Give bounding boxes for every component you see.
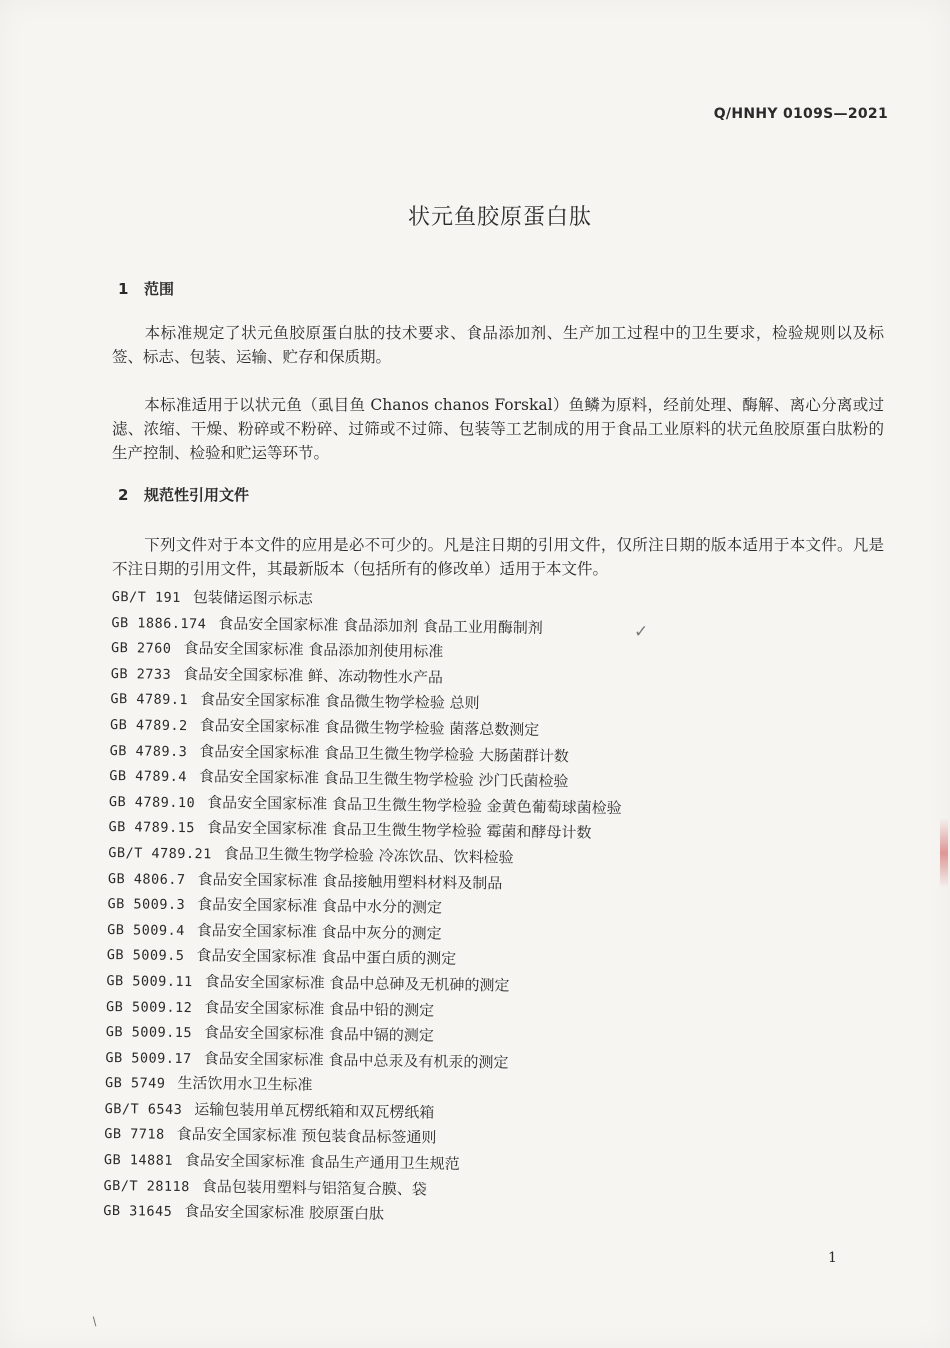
red-stamp-edge [940, 818, 948, 888]
reference-list [103, 584, 812, 1234]
section-2-heading [118, 484, 249, 505]
reference-title: 食品安全国家标准 食品中总砷及无机砷的测定 [204, 972, 510, 995]
reference-title: 食品安全国家标准 食品中铅的测定 [204, 997, 435, 1020]
reference-title: 食品安全国家标准 食品卫生微生物学检验 大肠菌群计数 [199, 741, 569, 765]
handwritten-check-mark: ✓ [634, 622, 649, 642]
scope-paragraph-2 [112, 393, 884, 465]
reference-title: 食品安全国家标准 食品中总汞及有机汞的测定 [203, 1049, 509, 1072]
scope-paragraph-2-text: 本标准适用于以状元鱼（虱目鱼 Chanos chanos Forskal）鱼鳞为原料，经前处理、酶解、离心分离或过滤、浓缩、干燥、粉碎或不粉碎、过筛或不过筛、包装等工艺制成的用于食品工业原料的状元鱼胶原蛋白肽粉的生产控制、检验和贮运等环节。 [112, 396, 884, 462]
reference-code: GB 4789.3 [109, 742, 188, 760]
reference-code: GB/T 4789.21 [108, 844, 212, 863]
reference-code: GB 31645 [103, 1203, 173, 1221]
section-1-heading [118, 278, 174, 299]
reference-title: 食品卫生微生物学检验 冷冻饮品、饮料检验 [223, 844, 514, 867]
section-2-title: 规范性引用文件 [144, 486, 250, 504]
reference-title: 食品安全国家标准 食品添加剂使用标准 [183, 639, 444, 661]
reference-code: GB/T 191 [111, 588, 181, 606]
reference-code: GB 5009.11 [106, 972, 193, 991]
reference-title: 食品包装用塑料与铝箔复合膜、袋 [201, 1176, 428, 1199]
standard-code: Q/HNHY 0109S—2021 [713, 106, 888, 122]
reference-title: 包装储运图示标志 [192, 588, 313, 608]
reference-title: 食品安全国家标准 食品中蛋白质的测定 [196, 946, 457, 969]
reference-code: GB 4789.2 [109, 716, 188, 735]
reference-code: GB 2760 [110, 640, 172, 658]
reference-code: GB 7718 [104, 1126, 165, 1144]
reference-title: 食品安全国家标准 食品微生物学检验 总则 [199, 690, 480, 713]
reference-code: GB 14881 [103, 1152, 174, 1169]
reference-title: 食品安全国家标准 食品中灰分的测定 [196, 920, 442, 943]
reference-title: 食品安全国家标准 食品卫生微生物学检验 霉菌和酵母计数 [206, 818, 592, 843]
reference-title: 食品安全国家标准 食品生产通用卫生规范 [184, 1151, 460, 1173]
references-intro-text: 下列文件对于本文件的应用是必不可少的。凡是注日期的引用文件，仅所注日期的版本适用于本文件。凡是不注日期的引用文件，其最新版本（包括所有的修改单）适用于本文件。 [112, 536, 884, 578]
references-intro [112, 533, 884, 581]
scope-paragraph-1 [112, 321, 884, 369]
reference-code: GB 4789.4 [109, 768, 188, 786]
reference-title: 食品安全国家标准 食品中水分的测定 [197, 895, 443, 917]
reference-code: GB 2733 [110, 665, 172, 683]
reference-code: GB/T 6543 [104, 1100, 183, 1118]
scan-artifact-mark [93, 1316, 99, 1327]
reference-code: GB 5009.15 [105, 1024, 193, 1042]
reference-code: GB 4806.7 [107, 870, 186, 888]
reference-title: 食品安全国家标准 食品微生物学检验 菌落总数测定 [199, 716, 540, 739]
section-1-title: 范围 [144, 280, 175, 298]
section-1-number: 1 [118, 280, 129, 298]
reference-title: 食品安全国家标准 食品中镉的测定 [203, 1023, 434, 1045]
reference-title: 食品安全国家标准 食品接触用塑料材料及制品 [197, 869, 503, 893]
scope-paragraph-1-text: 本标准规定了状元鱼胶原蛋白肽的技术要求、食品添加剂、生产加工过程中的卫生要求，检验规则以及标签、标志、包装、运输、贮存和保质期。 [112, 324, 884, 366]
reference-code: GB 5009.17 [105, 1049, 192, 1067]
section-2-number: 2 [118, 486, 129, 504]
document-title: 状元鱼胶原蛋白肽 [407, 205, 592, 230]
reference-title: 食品安全国家标准 食品添加剂 食品工业用酶制剂 [218, 614, 544, 637]
page-number: 1 [828, 1250, 837, 1266]
reference-code: GB 1886.174 [111, 614, 207, 632]
reference-title: 食品安全国家标准 胶原蛋白肽 [184, 1202, 385, 1224]
reference-code: GB 5009.5 [106, 947, 185, 965]
reference-code: GB 5009.3 [107, 896, 186, 914]
reference-title: 食品安全国家标准 鲜、冻动物性水产品 [183, 664, 444, 687]
reference-code: GB 5749 [104, 1075, 166, 1093]
reference-code: GB 5009.12 [105, 998, 193, 1016]
reference-title: 食品安全国家标准 预包装食品标签通则 [176, 1125, 437, 1148]
reference-code: GB 4789.1 [110, 691, 189, 709]
reference-title: 运输包装用单瓦楞纸箱和双瓦楞纸箱 [194, 1100, 435, 1122]
reference-code: GB 5009.4 [107, 921, 185, 939]
reference-code: GB 4789.15 [108, 819, 195, 837]
reference-title: 食品安全国家标准 食品卫生微生物学检验 金黄色葡萄球菌检验 [207, 793, 622, 817]
reference-code: GB/T 28118 [103, 1177, 190, 1195]
reference-title: 生活饮用水卫生标准 [177, 1074, 313, 1095]
reference-code: GB 4789.10 [108, 793, 196, 811]
reference-title: 食品安全国家标准 食品卫生微生物学检验 沙门氏菌检验 [198, 767, 569, 791]
